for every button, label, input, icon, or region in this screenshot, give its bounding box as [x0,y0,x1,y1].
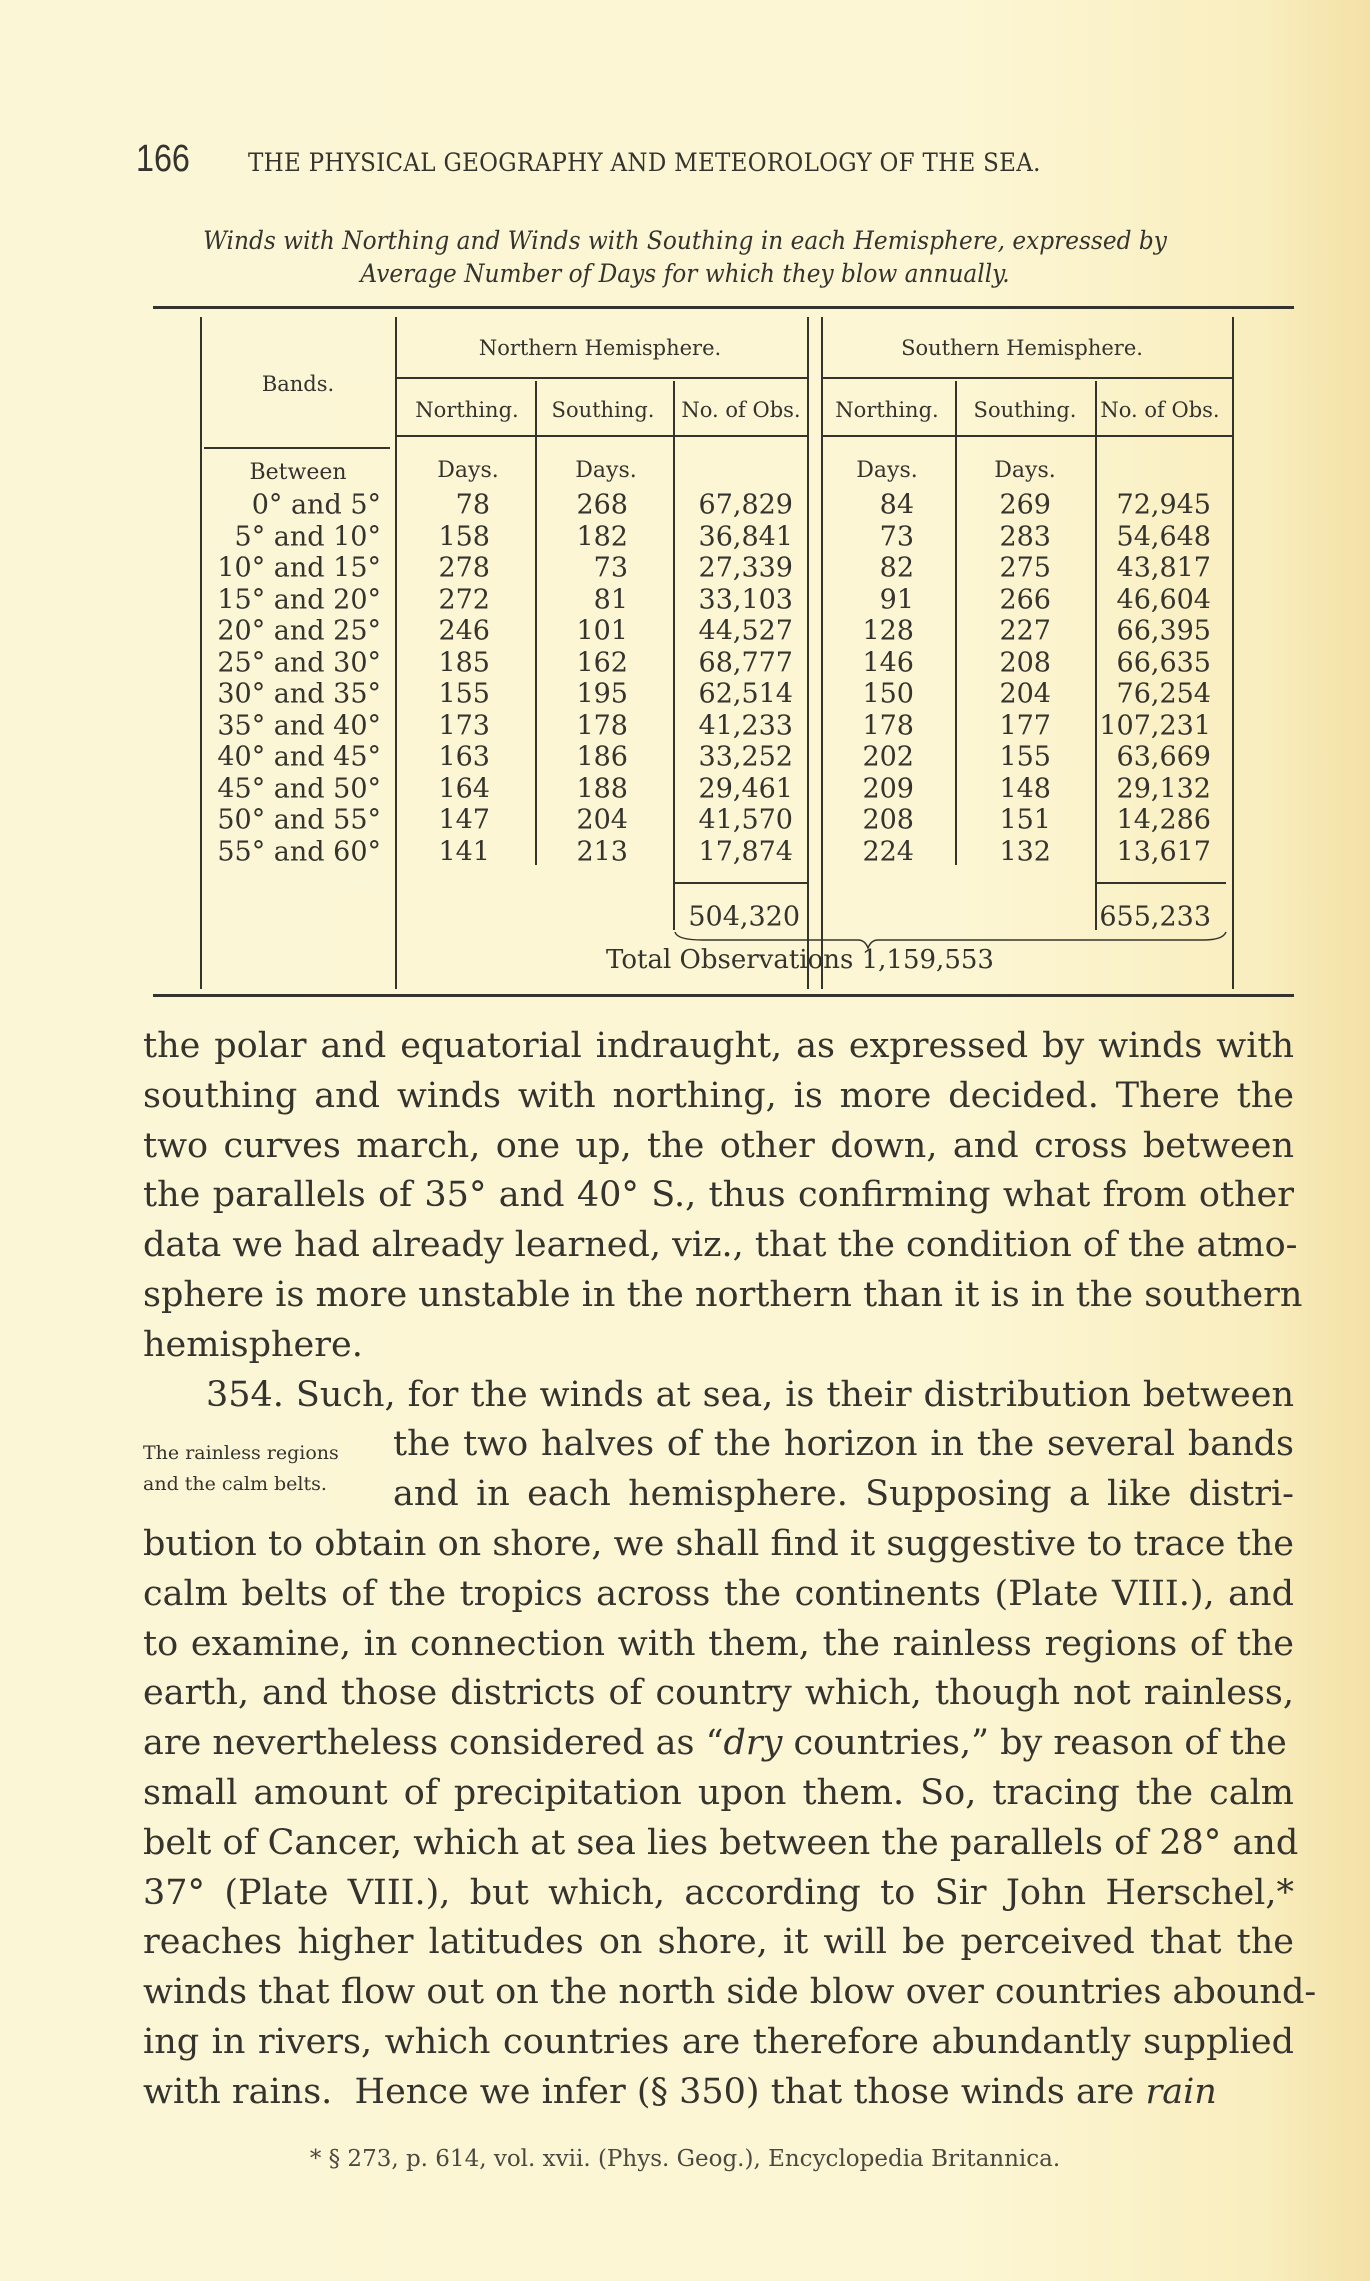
band-cell: 25° and 30° [217,647,381,678]
col-divider [1232,317,1234,989]
n-southing-cell: 188 [576,773,628,804]
n-northing-cell: 141 [438,836,490,867]
text-segment: countries,” by reason of the [782,1723,1287,1764]
north-header-underline [395,377,807,379]
table-top-rule [153,306,1294,309]
band-cell: 45° and 50° [217,773,381,804]
south-total: 655,233 [1099,901,1211,933]
s-southing-cell: 283 [999,521,1051,552]
n-northing-cell: 147 [438,804,490,836]
text-line: 37° (Plate VIII.), but which, according to Sir John Herschel,* [143,1872,1294,1913]
n-southing-cell: 195 [576,678,628,710]
s-northing-cell: 84 [879,489,914,521]
body-text [143,1022,1317,2118]
paragraph-354-start: 354. Such, for the winds at sea, is their distribution between [206,1374,1294,1415]
col-divider [395,317,397,989]
s-northing-cell: 73 [879,521,914,552]
text-segment: with rains. Hence we infer (§ 350) that those winds are [143,2071,1146,2112]
s-obs-cell: 63,669 [1116,741,1211,773]
n-southing-cell: 73 [593,552,628,584]
col-divider [1095,381,1097,930]
s-obs-cell: 43,817 [1116,552,1211,584]
col-divider [955,381,957,865]
south-header-underline [822,377,1232,379]
s-southing-cell: 132 [999,836,1051,867]
subheader-n-southing: Southing. [551,398,655,422]
band-cell: 30° and 35° [217,678,381,710]
n-southing-cell: 213 [576,836,628,867]
text-line: bution to obtain on shore, we shall find it suggestive to trace the [143,1523,1294,1564]
text-line [143,1719,1294,1769]
text-line: hemisphere. [143,1324,363,1365]
text-line: belt of Cancer, which at sea lies between the parallels of 28° and [143,1822,1299,1863]
text-line: reaches higher latitudes on shore, it will be perceived that the [143,1922,1294,1963]
subheader-n-northing: Northing. [415,398,519,422]
units-label: Days. [994,458,1056,483]
grand-total: Total Observations 1,159,553 [606,945,994,975]
running-title: THE PHYSICAL GEOGRAPHY AND METEOROLOGY OF THE SEA. [248,148,1041,177]
text-line: the polar and equatorial indraught, as expressed by winds with [143,1026,1294,1066]
s-obs-cell: 14,286 [1116,804,1211,836]
between-label: Between [249,460,347,485]
table-caption-line-2: Average Number of Days for which they blow annually. [360,259,1010,288]
n-northing-cell: 163 [438,741,490,773]
n-southing-cell: 81 [593,584,628,615]
s-obs-cell: 13,617 [1116,836,1211,867]
n-obs-cell: 33,252 [698,741,793,773]
s-northing-cell: 128 [862,615,914,647]
text-line: earth, and those districts of country which, though not rainless, [143,1673,1294,1714]
n-southing-cell: 204 [576,804,628,836]
n-southing-cell: 101 [576,615,628,647]
footnote: * § 273, p. 614, vol. xvii. (Phys. Geog.), Encyclopedia Britannica. [309,2146,1061,2172]
n-southing-cell: 178 [576,710,628,741]
s-obs-cell: 54,648 [1116,521,1211,552]
n-southing-cell: 186 [576,741,628,773]
n-southing-cell: 182 [576,521,628,552]
text-line: the two halves of the horizon in the several bands [393,1424,1294,1465]
n-northing-cell: 78 [455,489,490,521]
s-southing-cell: 177 [999,710,1051,741]
s-southing-cell: 155 [999,741,1051,773]
n-obs-cell: 17,874 [698,836,793,867]
n-northing-cell: 173 [438,710,490,741]
s-obs-cell: 107,231 [1099,710,1211,741]
table-caption-line-1: Winds with Northing and Winds with Southing in each Hemisphere, expressed by [203,226,1167,255]
bands-header: Bands. [261,372,335,396]
s-obs-cell: 72,945 [1116,489,1211,521]
table-bottom-rule [153,994,1294,997]
south-total-rule [1095,882,1226,884]
text-segment: are nevertheless considered as “ [143,1723,724,1764]
italic-word: rain [1145,2071,1217,2112]
band-cell: 10° and 15° [217,552,381,584]
s-northing-cell: 224 [862,836,914,867]
n-obs-cell: 33,103 [698,584,793,615]
northern-hemisphere-header: Northern Hemisphere. [478,336,722,360]
text-line: calm belts of the tropics across the continents (Plate VIII.), and [143,1573,1294,1614]
band-cell: 50° and 55° [217,804,381,836]
band-cell: 55° and 60° [217,836,381,867]
subheader-s-southing: Southing. [973,398,1077,422]
s-obs-cell: 66,395 [1116,615,1211,647]
s-northing-cell: 82 [879,552,914,584]
margin-note: and the calm belts. [143,1473,327,1495]
s-southing-cell: 151 [999,804,1051,836]
s-northing-cell: 178 [862,710,914,741]
s-northing-cell: 150 [862,678,914,710]
text-line: ing in rivers, which countries are therefore abundantly supplied [143,2021,1294,2062]
page-number: 166 [136,138,190,180]
n-obs-cell: 44,527 [698,615,793,647]
band-cell: 15° and 20° [217,584,381,615]
north-subheader-underline [395,435,807,437]
s-obs-cell: 46,604 [1116,584,1211,615]
col-divider [535,381,537,865]
s-obs-cell: 29,132 [1116,773,1211,804]
text-line: and in each hemisphere. Supposing a like distri- [393,1474,1294,1515]
text-line [143,2068,1294,2118]
subheader-s-obs: No. of Obs. [1100,398,1220,422]
s-obs-cell: 76,254 [1116,678,1211,710]
s-southing-cell: 227 [999,615,1051,647]
n-obs-cell: 62,514 [698,678,793,710]
s-southing-cell: 266 [999,584,1051,615]
n-obs-cell: 27,339 [698,552,793,584]
n-obs-cell: 41,233 [698,710,793,741]
n-northing-cell: 278 [438,552,490,584]
n-northing-cell: 155 [438,678,490,710]
text-line: sphere is more unstable in the northern than it is in the southern [143,1274,1303,1315]
north-total-rule [673,882,807,884]
s-southing-cell: 269 [999,489,1051,521]
subheader-n-obs: No. of Obs. [681,398,801,422]
n-obs-cell: 67,829 [698,489,793,521]
col-divider [807,317,809,989]
band-cell: 5° and 10° [234,521,381,552]
n-obs-cell: 36,841 [698,521,793,552]
n-northing-cell: 185 [438,647,490,678]
s-southing-cell: 208 [999,647,1051,678]
band-cell: 0° and 5° [251,489,381,521]
s-northing-cell: 146 [862,647,914,678]
s-southing-cell: 148 [999,773,1051,804]
n-southing-cell: 268 [576,489,628,521]
s-southing-cell: 204 [999,678,1051,710]
s-northing-cell: 209 [862,773,914,804]
subheader-s-northing: Northing. [835,398,939,422]
units-label: Days. [575,458,637,483]
band-cell: 35° and 40° [217,710,381,741]
text-line: data we had already learned, viz., that the condition of the atmo- [143,1225,1298,1266]
n-northing-cell: 246 [438,615,490,647]
text-line: the parallels of 35° and 40° S., thus confirming what from other [143,1175,1294,1216]
col-divider [821,317,823,989]
italic-word: dry [723,1723,783,1764]
s-northing-cell: 208 [862,804,914,836]
s-northing-cell: 91 [879,584,914,615]
n-northing-cell: 158 [438,521,490,552]
margin-note: The rainless regions [143,1442,339,1464]
south-subheader-underline [822,435,1232,437]
s-southing-cell: 275 [999,552,1051,584]
southern-hemisphere-header: Southern Hemisphere. [901,336,1143,360]
n-northing-cell: 164 [438,773,490,804]
text-line: small amount of precipitation upon them. So, tracing the calm [143,1772,1294,1813]
n-obs-cell: 41,570 [698,804,793,836]
units-label: Days. [856,458,918,483]
n-northing-cell: 272 [438,584,490,615]
col-divider [200,317,202,989]
text-line: southing and winds with northing, is more decided. There the [143,1075,1294,1116]
north-total: 504,320 [688,901,800,933]
band-cell: 40° and 45° [217,741,381,773]
n-obs-cell: 29,461 [698,773,793,804]
s-northing-cell: 202 [862,741,914,773]
band-cell: 20° and 25° [217,615,381,647]
col-divider [673,381,675,930]
n-obs-cell: 68,777 [698,647,793,678]
s-obs-cell: 66,635 [1116,647,1211,678]
n-southing-cell: 162 [576,647,628,678]
text-line: to examine, in connection with them, the rainless regions of the [143,1623,1294,1664]
bands-header-underline [204,447,390,449]
text-line: winds that flow out on the north side blow over countries abound- [143,1972,1317,2013]
text-line: two curves march, one up, the other down, and cross between [143,1125,1294,1166]
units-label: Days. [437,458,499,483]
